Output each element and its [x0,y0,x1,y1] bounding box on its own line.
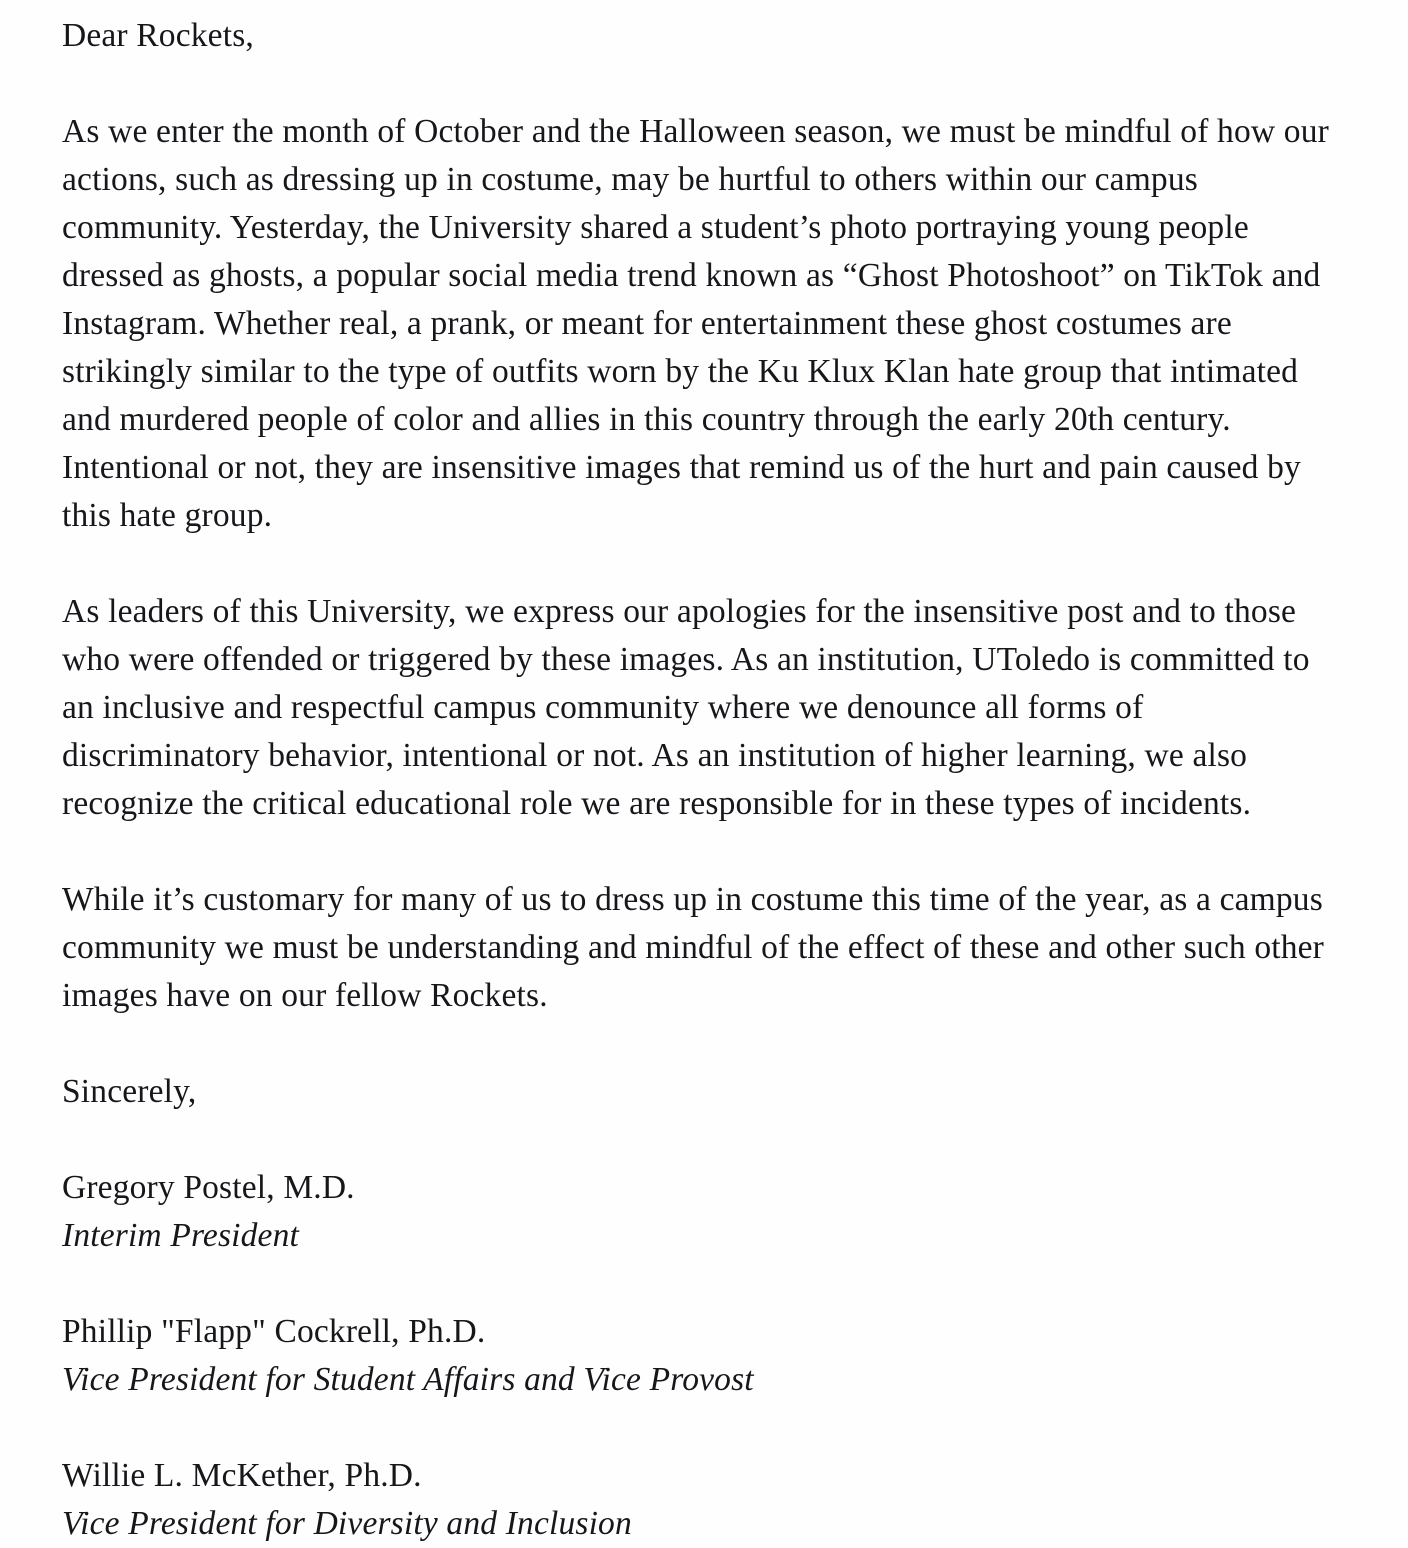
signatory-name: Willie L. McKether, Ph.D. [62,1457,422,1494]
paragraph-1 [62,108,1370,540]
paragraph-line: who were offended or triggered by these images. As an institution, UToledo is committed to [62,641,1310,678]
paragraph-line: Instagram. Whether real, a prank, or meant for entertainment these ghost costumes are [62,305,1232,342]
signatory-title: Interim President [62,1217,299,1254]
paragraph-line: this hate group. [62,497,273,534]
signatory-name: Gregory Postel, M.D. [62,1169,355,1206]
spacer-after-paragraph-1 [62,540,1370,588]
spacer-after-closing [62,1116,1370,1164]
signatory-title: Vice President for Diversity and Inclusion [62,1505,632,1542]
signatory-title: Vice President for Student Affairs and Vice Provost [62,1361,754,1398]
salutation-line: Dear Rockets, [62,17,254,54]
signature-block-2 [62,1308,1370,1404]
top-spacer [62,0,1370,12]
paragraph-line: community. Yesterday, the University shared a student’s photo portraying young people [62,209,1249,246]
paragraph-line: As we enter the month of October and the Halloween season, we must be mindful of how our [62,113,1329,150]
paragraph-line: strikingly similar to the type of outfits worn by the Ku Klux Klan hate group that intimated [62,353,1299,390]
signature-block-3 [62,1452,1370,1548]
paragraph-line: actions, such as dressing up in costume, may be hurtful to others within our campus [62,161,1198,198]
closing-line: Sincerely, [62,1073,197,1110]
paragraph-line: While it’s customary for many of us to dress up in costume this time of the year, as a campus [62,881,1323,918]
paragraph-line: discriminatory behavior, intentional or not. As an institution of higher learning, we also [62,737,1248,774]
paragraph-line: dressed as ghosts, a popular social media trend known as “Ghost Photoshoot” on TikTok and [62,257,1321,294]
spacer-after-paragraph-3 [62,1020,1370,1068]
paragraph-3 [62,876,1370,1020]
spacer-after-salutation [62,60,1370,108]
paragraph-line: As leaders of this University, we express our apologies for the insensitive post and to those [62,593,1297,630]
spacer-after-signature-2 [62,1404,1370,1452]
salutation [62,12,1370,60]
paragraph-line: Intentional or not, they are insensitive images that remind us of the hurt and pain caused by [62,449,1301,486]
signatory-name: Phillip "Flapp" Cockrell, Ph.D. [62,1313,486,1350]
paragraph-line: recognize the critical educational role we are responsible for in these types of incidents. [62,785,1252,822]
spacer-after-signature-1 [62,1260,1370,1308]
closing [62,1068,1370,1116]
signature-block-1 [62,1164,1370,1260]
paragraph-line: and murdered people of color and allies in this country through the early 20th century. [62,401,1231,438]
spacer-after-paragraph-2 [62,828,1370,876]
paragraph-line: community we must be understanding and mindful of the effect of these and other such other [62,929,1325,966]
paragraph-2 [62,588,1370,828]
paragraph-line: images have on our fellow Rockets. [62,977,548,1014]
paragraph-line: an inclusive and respectful campus community where we denounce all forms of [62,689,1144,726]
